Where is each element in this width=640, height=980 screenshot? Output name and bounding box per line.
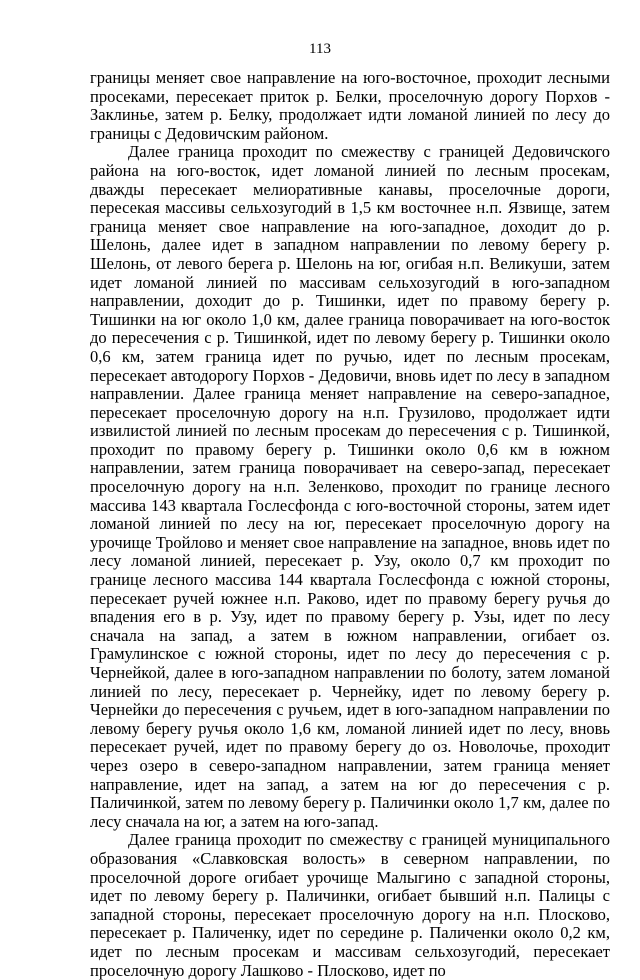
paragraph-1: границы меняет свое направление на юго-восточное, проходит лесными просеками, пересекает приток р. Белки, проселочную дорогу Порхов - Заклинье, затем р. Белку, продолжает идти ломаной линией по лесу до границы с Дедовичским районом. xyxy=(90,68,610,143)
page-number: 113 xyxy=(309,41,331,57)
document-body xyxy=(90,69,610,980)
paragraph-3: Далее граница проходит по смежеству с границей муниципального образования «Славковская волость» в северном направлении, по проселочной дороге огибает урочище Малыгино с западной стороны, идет по левому берегу р. Паличинки, огибает бывший н.п. Палицы с западной стороны, пересекает проселочную дорогу на н.п. Плосково, пересекает р. Паличенку, идет по середине р. Паличенки около 0,2 км, идет по лесным просекам и массивам сельхозугодий, пересекает проселочную дорогу Лашково - Плосково, идет по xyxy=(90,830,610,980)
paragraph-2: Далее граница проходит по смежеству с границей Дедовичского района на юго-восток, идет ломаной линией по лесным просекам, дважды пересекает мелиоративные канавы, проселочные дороги, пересекая массивы сельхозугодий в 1,5 км восточнее н.п. Язвище, затем граница меняет свое направление на юго-западное, доходит до р. Шелонь, далее идет в западном направлении по левому берегу р. Шелонь, от левого берега р. Шелонь на юг, огибая н.п. Великуши, затем идет ломаной линией по массивам сельхозугодий в юго-западном направлении, доходит до р. Тишинки, идет по правому берегу р. Тишинки на юг около 1,0 км, далее граница поворачивает на юго-восток до пересечения с р. Тишинкой, идет по левому берегу р. Тишинки около 0,6 км, затем граница идет по ручью, идет по лесным просекам, пересекает автодорогу Порхов - Дедовичи, вновь идет по лесу в западном направлении. Далее граница меняет направление на северо-западное, пересекает проселочную дорогу на н.п. Грузилово, продолжает идти извилистой линией по лесным просекам до пересечения с р. Тишинкой, проходит по правому берегу р. Тишинки около 0,6 км в южном направлении, затем граница поворачивает на северо-запад, пересекает проселочную дорогу на н.п. Зеленково, проходит по границе лесного массива 143 квартала Гослесфонда с юго-восточной стороны, затем идет ломаной линией по лесу на юг, пересекает проселочную дорогу на урочище Тройлово и меняет свое направление на западное, вновь идет по лесу ломаной линией, пересекает р. Узу, около 0,7 км проходит по границе лесного массива 144 квартала Гослесфонда с южной стороны, пересекает ручей южнее н.п. Раково, идет по правому берегу ручья до впадения его в р. Узу, идет по правому берегу р. Узы, идет по лесу сначала на запад, а затем в южном направлении, огибает оз. Грамулинское с южной стороны, идет по лесу до пересечения с р. Чернейкой, далее в юго-западном направлении по болоту, затем ломаной линией по лесу, пересекает р. Чернейку, идет по левому берегу р. Чернейки до пересечения с ручьем, идет в юго-западном направлении по левому берегу ручья около 1,6 км, ломаной линией идет по лесу, вновь пересекает ручей, идет по правому берегу до оз. Новолочье, проходит через озеро в северо-западном направлении, затем граница меняет направление, идет на запад, а затем на юг до пересечения с р. Паличинкой, затем по левому берегу р. Паличинки около 1,7 км, далее по лесу сначала на юг, а затем на юго-запад. xyxy=(90,142,610,831)
